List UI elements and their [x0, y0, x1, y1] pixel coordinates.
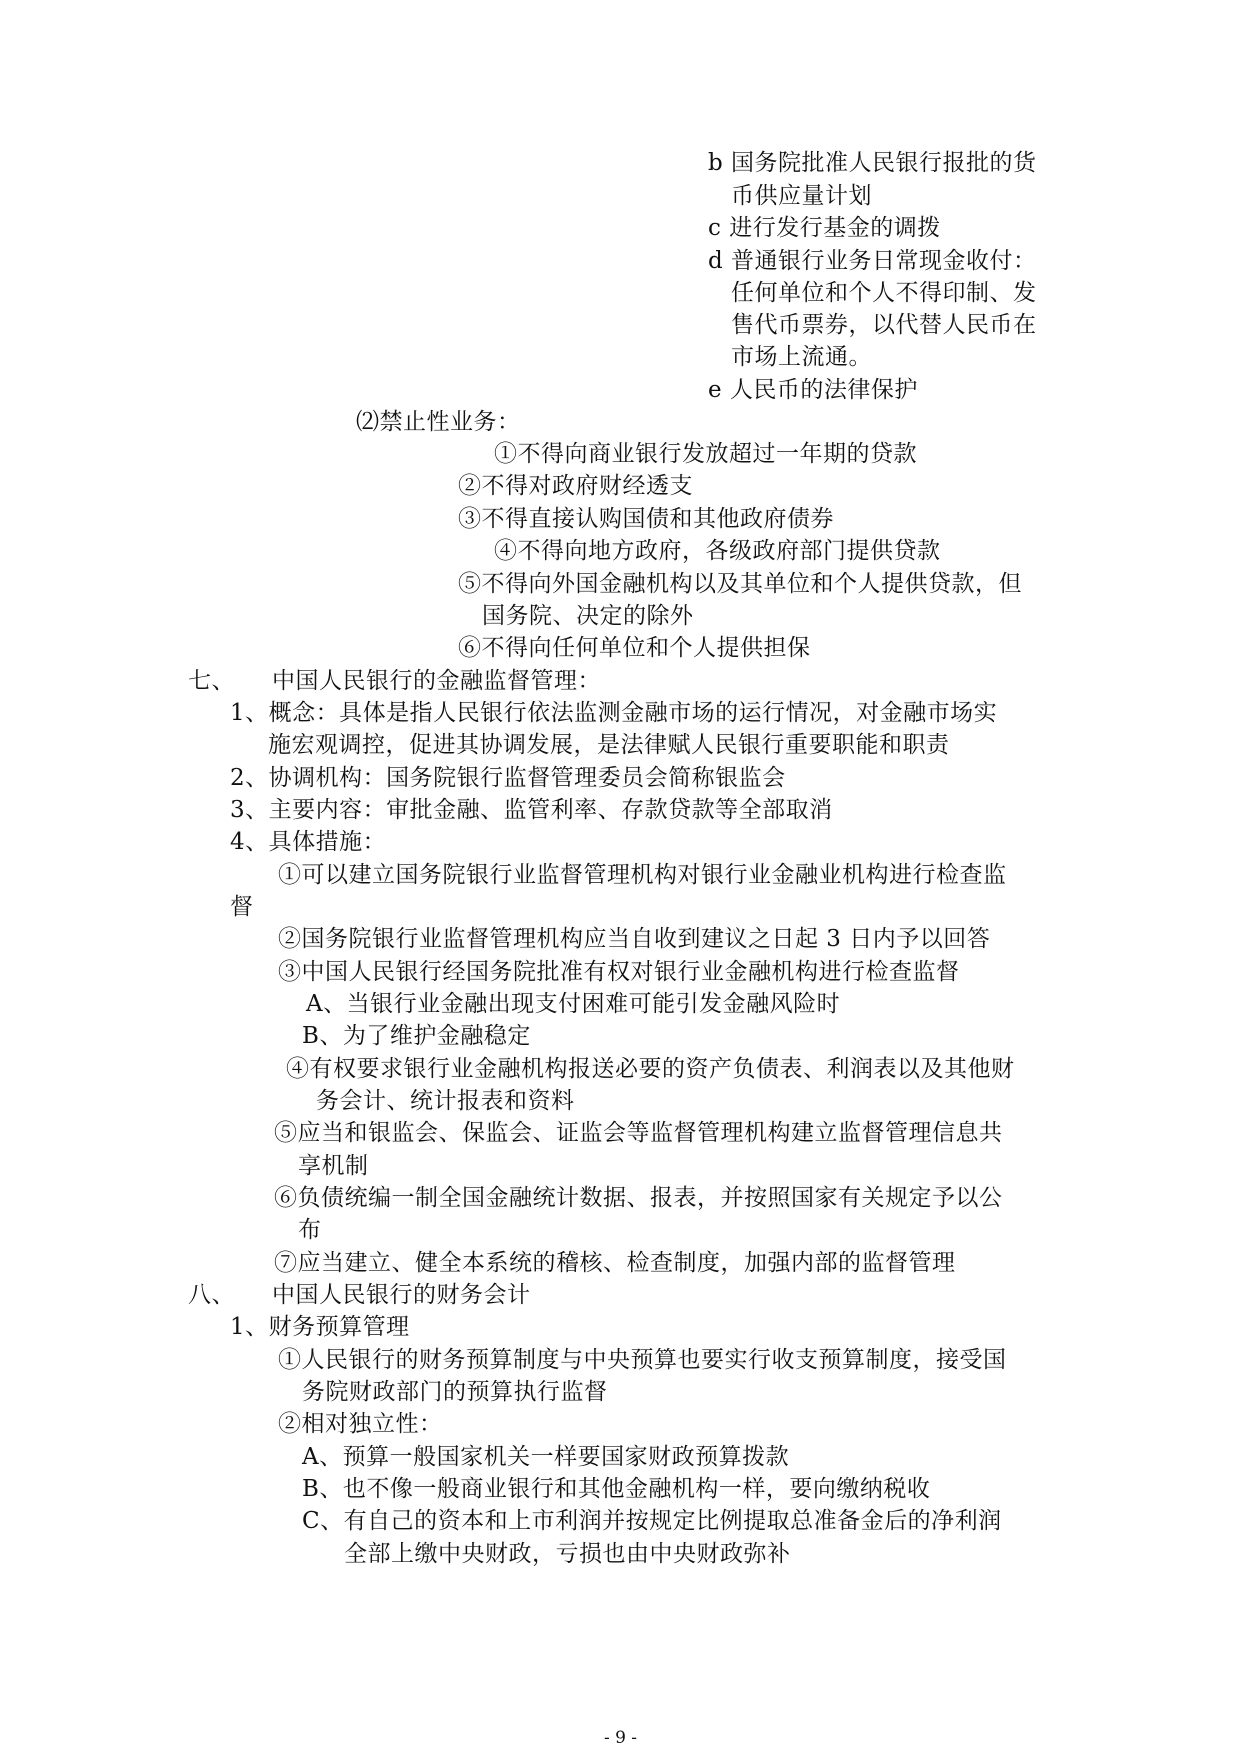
text-line: 3、主要内容：审批金融、监管利率、存款贷款等全部取消 [230, 797, 833, 823]
text-line: b 国务院批准人民银行报批的货 [708, 150, 1037, 176]
text-line: B、为了维护金融稳定 [302, 1023, 531, 1049]
text-line: 务会计、统计报表和资料 [316, 1088, 575, 1114]
text-line: ③不得直接认购国债和其他政府债券 [458, 506, 834, 532]
text-line: ②相对独立性： [278, 1411, 443, 1437]
text-line: ⑦应当建立、健全本系统的稽核、检查制度，加强内部的监督管理 [274, 1250, 956, 1276]
text-line: ②不得对政府财经透支 [458, 473, 693, 499]
text-line: d 普通银行业务日常现金收付： [708, 248, 1037, 274]
text-line: 务院财政部门的预算执行监督 [302, 1379, 608, 1405]
section-heading: ⑵禁止性业务： [356, 409, 521, 435]
text-line: 施宏观调控，促进其协调发展，是法律赋人民银行重要职能和职责 [268, 732, 950, 758]
text-line: 任何单位和个人不得印制、发 [731, 280, 1037, 306]
text-line: 4、具体措施： [230, 829, 387, 855]
text-line: 1、财务预算管理 [230, 1314, 410, 1340]
text-line: ⑥负债统编一制全国金融统计数据、报表，并按照国家有关规定予以公 [274, 1185, 1003, 1211]
text-line: ①可以建立国务院银行业监督管理机构对银行业金融业机构进行检查监 [278, 862, 1007, 888]
text-line: 币供应量计划 [731, 183, 872, 209]
text-line: C、有自己的资本和上市利润并按规定比例提取总准备金后的净利润 [302, 1508, 1002, 1534]
text-line: ④不得向地方政府，各级政府部门提供贷款 [494, 538, 941, 564]
chapter-number: 八、 [188, 1282, 235, 1308]
chapter-title: 中国人民银行的金融监督管理： [272, 668, 601, 694]
text-line: 2、协调机构：国务院银行监督管理委员会简称银监会 [230, 765, 786, 791]
text-line: ⑥不得向任何单位和个人提供担保 [458, 635, 811, 661]
text-line: ⑤不得向外国金融机构以及其单位和个人提供贷款，但 [458, 571, 1022, 597]
text-line: ①人民银行的财务预算制度与中央预算也要实行收支预算制度，接受国 [278, 1347, 1007, 1373]
text-line: B、也不像一般商业银行和其他金融机构一样，要向缴纳税收 [302, 1476, 931, 1502]
text-line: c 进行发行基金的调拨 [708, 215, 941, 241]
text-line: ②国务院银行业监督管理机构应当自收到建议之日起 3 日内予以回答 [278, 926, 991, 952]
chapter-number: 七、 [188, 668, 235, 694]
text-line: 全部上缴中央财政，亏损也由中央财政弥补 [344, 1541, 791, 1567]
chapter-title: 中国人民银行的财务会计 [272, 1282, 531, 1308]
text-line: 享机制 [298, 1153, 369, 1179]
text-line: ①不得向商业银行发放超过一年期的贷款 [494, 441, 917, 467]
text-line: ③中国人民银行经国务院批准有权对银行业金融机构进行检查监督 [278, 959, 960, 985]
text-line: 布 [298, 1217, 322, 1243]
text-line: ⑤应当和银监会、保监会、证监会等监督管理机构建立监督管理信息共 [274, 1120, 1003, 1146]
page-number: - 9 - [603, 1728, 638, 1748]
text-line: A、预算一般国家机关一样要国家财政预算拨款 [302, 1444, 790, 1470]
text-line: ④有权要求银行业金融机构报送必要的资产负债表、利润表以及其他财 [286, 1056, 1015, 1082]
text-line: 督 [230, 894, 254, 920]
text-line: 1、概念：具体是指人民银行依法监测金融市场的运行情况，对金融市场实 [230, 700, 998, 726]
text-line: e 人民币的法律保护 [708, 377, 918, 403]
text-line: A、当银行业金融出现支付困难可能引发金融风险时 [306, 991, 841, 1017]
text-line: 市场上流通。 [731, 344, 872, 370]
text-line: 售代币票券，以代替人民币在 [731, 312, 1037, 338]
text-line: 国务院、决定的除外 [482, 603, 694, 629]
